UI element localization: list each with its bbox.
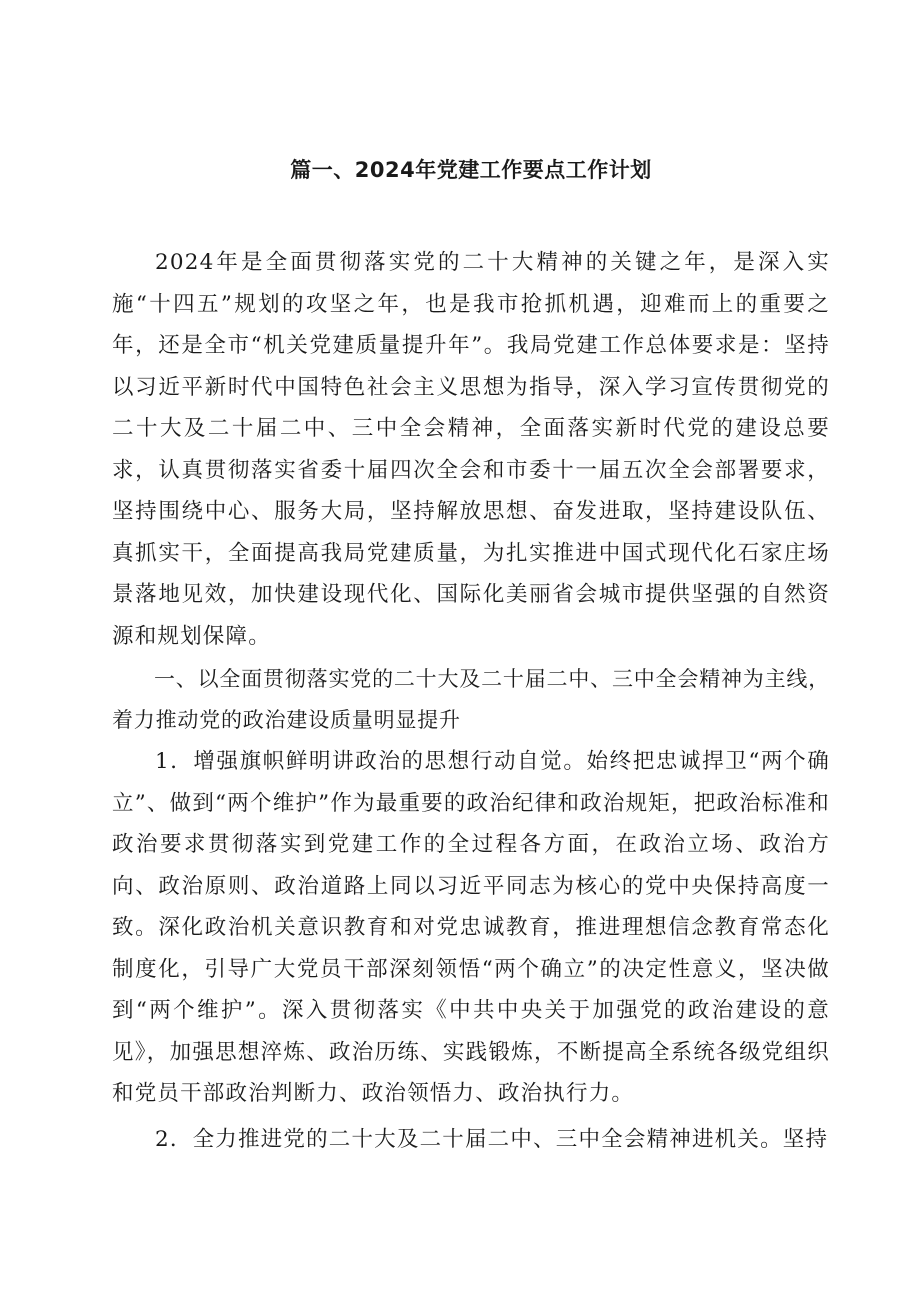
- section-heading: 一、以全面贯彻落实党的二十大及二十届二中、三中全会精神为主线，着力推动党的政治建设质量明显提升: [112, 667, 830, 732]
- document-title: 篇一、2024年党建工作要点工作计划: [290, 158, 652, 182]
- intro-paragraph: 2024年是全面贯彻落实党的二十大精神的关键之年，是深入实施“十四五”规划的攻坚之年，也是我市抢抓机遇，迎难而上的重要之年，还是全市“机关党建质量提升年”。我局党建工作总体要求是：坚持以习近平新时代中国特色社会主义思想为指导，深入学习宣传贯彻党的二十大及二十届二中、三中全会精神，全面落实新时代党的建设总要求，认真贯彻落实省委十届四次全会和市委十一届五次全会部署要求，坚持围绕中心、服务大局，坚持解放思想、奋发进取，坚持建设队伍、真抓实干，全面提高我局党建质量，为扎实推进中国式现代化石家庄场景落地见效，加快建设现代化、国际化美丽省会城市提供坚强的自然资源和规划保障。: [112, 250, 830, 649]
- document-page: [112, 150, 830, 1160]
- list-item: 2．全力推进党的二十大及二十届二中、三中全会精神进机关。坚持: [155, 1126, 829, 1152]
- list-item: 1．增强旗帜鲜明讲政治的思想行动自觉。始终把忠诚捍卫“两个确立”、做到“两个维护”作为最重要的政治纪律和政治规矩，把政治标准和政治要求贯彻落实到党建工作的全过程各方面，在政治立场、政治方向、政治原则、政治道路上同以习近平同志为核心的党中央保持高度一致。深化政治机关意识教育和对党忠诚教育，推进理想信念教育常态化制度化，引导广大党员干部深刻领悟“两个确立”的决定性意义，坚决做到“两个维护”。深入贯彻落实《中共中央关于加强党的政治建设的意见》，加强思想淬炼、政治历练、实践锻炼，不断提高全系统各级党组织和党员干部政治判断力、政治领悟力、政治执行力。: [112, 749, 830, 1106]
